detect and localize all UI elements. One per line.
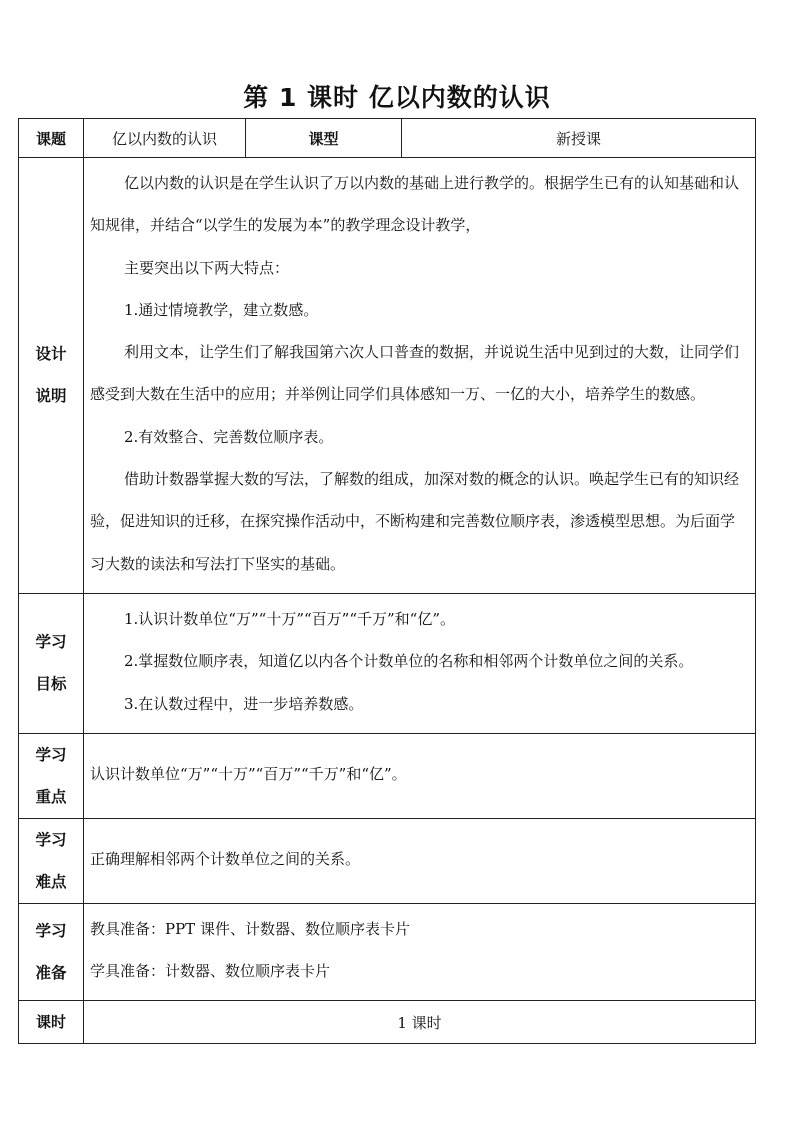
design-paragraph: 亿以内数的认识是在学生认识了万以内数的基础上进行教学的。根据学生已有的认知基础和认知规律，并结合“以学生的发展为本”的教学理念设计教学， [90, 174, 740, 235]
objectives-content [84, 593, 756, 733]
key-points-label [19, 733, 84, 818]
objective-item: 3.在认数过程中，进一步培养数感。 [124, 694, 364, 713]
design-label [19, 158, 84, 594]
type-label: 课型 [246, 119, 402, 158]
objectives-label [19, 593, 84, 733]
objectives-label-line1: 学习 [35, 633, 67, 652]
design-paragraph: 1.通过情境教学，建立数感。 [124, 300, 319, 319]
design-label-line1: 设计 [35, 345, 67, 364]
periods-label: 课时 [19, 1001, 84, 1044]
topic-value: 亿以内数的认识 [84, 119, 246, 158]
difficulties-row [19, 818, 756, 903]
preparation-label [19, 903, 84, 1001]
preparation-content [84, 903, 756, 1001]
difficulties-label-line1: 学习 [35, 830, 67, 849]
periods-row [19, 1001, 756, 1044]
design-paragraph: 2.有效整合、完善数位顺序表。 [124, 427, 334, 446]
design-content [84, 158, 756, 594]
preparation-label-line1: 学习 [35, 922, 67, 941]
objective-item: 1.认识计数单位“万”“十万”“百万”“千万”和“亿”。 [124, 609, 455, 628]
design-paragraph: 利用文本，让学生们了解我国第六次人口普查的数据，并说说生活中见到过的大数，让同学们感受到大数在生活中的应用；并举例让同学们具体感知一万、一亿的大小，培养学生的数感。 [90, 343, 740, 404]
preparation-label-line2: 准备 [35, 964, 67, 983]
key-points-label-line1: 学习 [35, 745, 67, 764]
preparation-row [19, 903, 756, 1001]
difficulties-text: 正确理解相邻两个计数单位之间的关系。 [90, 849, 361, 868]
preparation-student: 学具准备：计数器、数位顺序表卡片 [90, 962, 331, 981]
difficulties-label-line2: 难点 [35, 872, 67, 891]
key-points-label-line2: 重点 [35, 787, 67, 806]
design-row [19, 158, 756, 594]
objectives-row [19, 593, 756, 733]
design-label-line2: 说明 [35, 387, 67, 406]
key-points-text: 认识计数单位“万”“十万”“百万”“千万”和“亿”。 [90, 764, 407, 783]
lesson-plan-table [18, 118, 756, 1044]
objective-item: 2.掌握数位顺序表，知道亿以内各个计数单位的名称和相邻两个计数单位之间的关系。 [124, 652, 694, 671]
key-points-content [84, 733, 756, 818]
periods-value: 1 课时 [84, 1001, 756, 1044]
objectives-label-line2: 目标 [35, 675, 67, 694]
preparation-teacher: 教具准备：PPT 课件、计数器、数位顺序表卡片 [90, 919, 410, 938]
design-paragraph: 借助计数器掌握大数的写法，了解数的组成，加深对数的概念的认识。唤起学生已有的知识经验，促进知识的迁移，在探究操作活动中，不断构建和完善数位顺序表，渗透模型思想。为后面学习大数的读法和写法打下坚实的基础。 [90, 470, 740, 573]
difficulties-label [19, 818, 84, 903]
header-row [19, 119, 756, 158]
difficulties-content [84, 818, 756, 903]
key-points-row [19, 733, 756, 818]
page-title: 第 1 课时 亿以内数的认识 [243, 83, 551, 112]
design-paragraph: 主要突出以下两大特点： [124, 258, 290, 277]
type-value: 新授课 [402, 119, 756, 158]
topic-label: 课题 [19, 119, 84, 158]
